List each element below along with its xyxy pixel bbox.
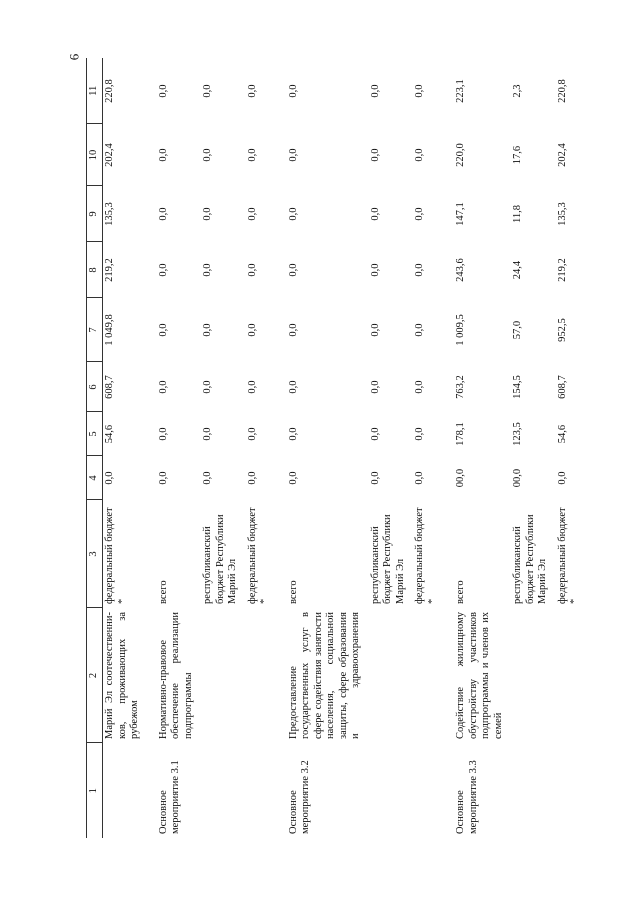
table-row (201, 58, 246, 838)
table-row (445, 58, 511, 838)
table-cell: 0,0 (414, 380, 425, 394)
table-cell: 0,0 (202, 380, 213, 394)
table-cell: 0,0 (414, 471, 425, 485)
table-cell: 0,0 (369, 323, 381, 337)
table-cell: Основное мероприятие 3.2 (287, 760, 311, 834)
table-cell: 0,0 (246, 148, 258, 162)
table-cell: 24,4 (512, 260, 523, 280)
table-cell: 0,0 (369, 471, 381, 485)
table-cell: 0,0 (287, 207, 299, 221)
table-cell (103, 608, 148, 743)
column-header: 8 (87, 242, 103, 298)
table-cell: 0,0 (104, 471, 115, 485)
column-header: 10 (87, 124, 103, 186)
column-header: 11 (87, 58, 103, 124)
table-cell: 11,8 (512, 205, 523, 223)
column-header: 4 (87, 456, 103, 500)
header-row (87, 58, 103, 838)
table-cell: 202,4 (556, 143, 568, 167)
table-row (511, 58, 556, 838)
table-cell: 0,0 (202, 148, 213, 162)
table-row (148, 58, 202, 838)
table-cell: 220,8 (104, 79, 115, 103)
table-cell: 0,0 (287, 84, 299, 98)
table-cell: 0,0 (287, 148, 299, 162)
table-cell: всего (455, 580, 466, 604)
table-cell: 123,5 (512, 422, 523, 446)
table-cell: 178,1 (455, 422, 466, 446)
table-cell: 243,6 (455, 258, 466, 282)
table-cell: 147,1 (455, 202, 466, 226)
table-cell: 0,0 (414, 323, 425, 337)
table-cell: 00,0 (512, 468, 523, 488)
column-header: 7 (87, 298, 103, 362)
column-header: 3 (87, 500, 103, 608)
table-cell: 0,0 (202, 427, 213, 441)
table-cell: 0,0 (157, 323, 169, 337)
table-cell: 57,0 (512, 320, 523, 340)
table-cell (201, 743, 246, 838)
table-row (278, 58, 369, 838)
table-cell: 223,1 (455, 79, 466, 103)
table-cell: 0,0 (202, 471, 213, 485)
table-cell (103, 743, 148, 838)
table-row (556, 58, 588, 838)
measure-name: Содействие жилищному обустройству участников подпрограммы и членов их семей (455, 612, 504, 739)
table-cell (556, 608, 588, 743)
column-header: 9 (87, 186, 103, 242)
rotated-table-area (86, 58, 606, 838)
table-cell: 0,0 (246, 380, 258, 394)
table-row (103, 58, 148, 838)
table-cell: 608,7 (556, 375, 568, 399)
table-cell: 763,2 (455, 375, 466, 399)
table-cell: 54,6 (556, 424, 568, 444)
table-cell (278, 608, 369, 743)
table-cell: Основное мероприятие 3.1 (157, 760, 181, 834)
table-cell: 0,0 (202, 207, 213, 221)
table-cell: 0,0 (246, 207, 258, 221)
table-cell: федеральный бюджет * (556, 507, 580, 604)
table-cell: 0,0 (414, 427, 425, 441)
page-number: 6 (66, 53, 82, 61)
table-row (369, 58, 414, 838)
table-cell (148, 608, 202, 743)
table-cell: 1 049,8 (104, 314, 115, 346)
table-cell: федеральный бюджет * (414, 507, 438, 604)
table-cell: 0,0 (246, 471, 258, 485)
table-row (246, 58, 278, 838)
table-cell: 0,0 (246, 427, 258, 441)
table-cell (201, 608, 246, 743)
table-cell: 0,0 (287, 323, 299, 337)
table-cell: 0,0 (369, 263, 381, 277)
table-cell: республиканский бюджет Республики Марий Эл (512, 514, 548, 604)
table-cell (413, 743, 445, 838)
table-cell: 0,0 (157, 471, 169, 485)
column-header: 5 (87, 412, 103, 456)
table-cell: 0,0 (157, 263, 169, 277)
column-header: 2 (87, 608, 103, 743)
measure-name: Марий Эл соотечественни-ков, проживающих за рубежом (104, 612, 140, 739)
table-cell: 0,0 (369, 207, 381, 221)
table-cell: 0,0 (157, 380, 169, 394)
table-cell: 0,0 (246, 84, 258, 98)
table-cell: 17,6 (512, 145, 523, 165)
table-cell (445, 608, 511, 743)
table-cell: республиканский бюджет Республики Марий Эл (369, 514, 406, 604)
table-cell: 0,0 (157, 84, 169, 98)
table-cell: всего (287, 580, 299, 604)
table-cell: федеральный бюджет * (246, 507, 270, 604)
table-cell: федеральный бюджет * (104, 507, 128, 604)
table-cell: 0,0 (369, 84, 381, 98)
table-cell: 0,0 (202, 263, 213, 277)
table-cell: 0,0 (369, 427, 381, 441)
table-cell: 0,0 (287, 380, 299, 394)
table-cell (511, 608, 556, 743)
table-cell: 608,7 (104, 375, 115, 399)
table-cell: 0,0 (414, 84, 425, 98)
table-cell: 00,0 (455, 468, 466, 488)
table-cell: 0,0 (287, 471, 299, 485)
table-row (413, 58, 445, 838)
table-cell: 0,0 (287, 427, 299, 441)
table-cell: 0,0 (369, 380, 381, 394)
table-cell: 0,0 (246, 263, 258, 277)
table-cell: 135,3 (104, 202, 115, 226)
table-cell: 135,3 (556, 202, 568, 226)
table-cell: 0,0 (157, 148, 169, 162)
table-cell: 0,0 (246, 323, 258, 337)
table-cell: республиканский бюджет Республики Марий Эл (202, 514, 238, 604)
table-cell (246, 608, 278, 743)
table-cell: 220,0 (455, 143, 466, 167)
table-cell (369, 743, 414, 838)
table-cell (369, 608, 414, 743)
table-cell: 154,5 (512, 375, 523, 399)
budget-table (86, 58, 588, 838)
table-cell: 1 009,5 (455, 314, 466, 346)
table-cell: 0,0 (157, 427, 169, 441)
table-cell: 219,2 (104, 258, 115, 282)
table-cell: 54,6 (104, 424, 115, 444)
table-cell (246, 743, 278, 838)
column-header: 6 (87, 362, 103, 412)
table-cell: 2,3 (512, 84, 523, 98)
table-cell (413, 608, 445, 743)
table-cell: 0,0 (202, 323, 213, 337)
table-cell: 202,4 (104, 143, 115, 167)
table-cell: 952,5 (556, 318, 568, 342)
table-cell: 220,8 (556, 79, 568, 103)
table-cell: 0,0 (414, 207, 425, 221)
table-cell: 0,0 (414, 263, 425, 277)
table-cell: 0,0 (287, 263, 299, 277)
measure-name: Нормативно-правовое обеспечение реализации подпрограммы (157, 612, 194, 739)
table-cell (556, 743, 588, 838)
table-cell: Основное мероприятие 3.3 (455, 760, 479, 834)
table-cell: 0,0 (369, 148, 381, 162)
measure-name: Предоставление государственных услуг в сфере содействия занятости населения, социальной защиты, сфере образования и здравоохранения (287, 612, 361, 739)
table-cell: 0,0 (556, 471, 568, 485)
table-cell: всего (157, 580, 169, 604)
table-cell: 0,0 (157, 207, 169, 221)
table-cell (511, 743, 556, 838)
table-cell: 219,2 (556, 258, 568, 282)
table-cell: 0,0 (202, 84, 213, 98)
column-header: 1 (87, 743, 103, 838)
table-cell: 0,0 (414, 148, 425, 162)
